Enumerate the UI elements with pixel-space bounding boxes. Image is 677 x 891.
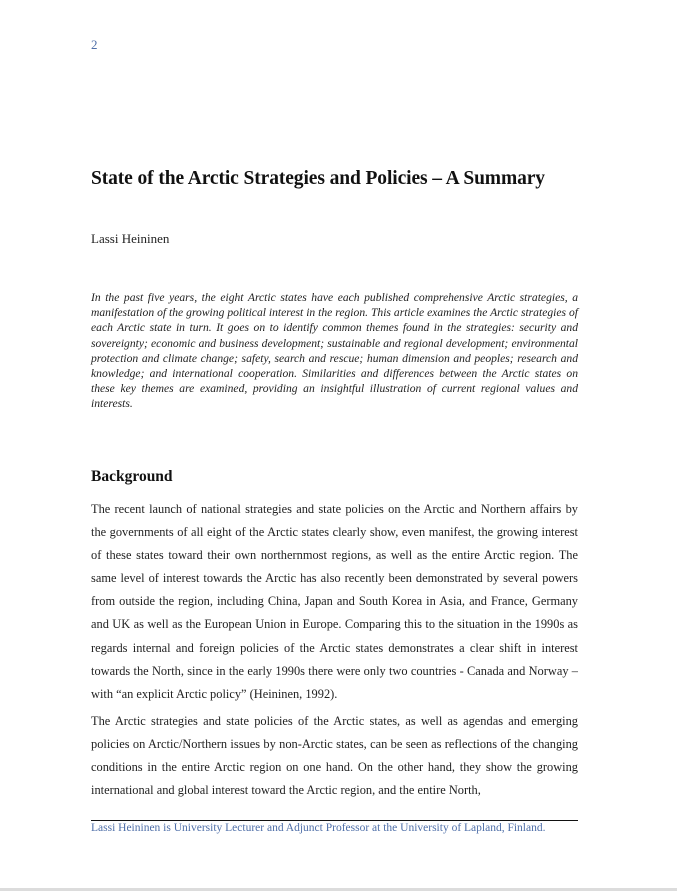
article-abstract: In the past five years, the eight Arctic states have each published comprehensive Arctic strategies, a manifestation of the growing political interest in the region. This article examines the Arctic strategies of each Arctic state in turn. It goes on to identify common themes found in the strategies: security and sovereignty; economic and business development; sustainable and regional development; environmental protection and climate change; safety, search and rescue; human dimension and peoples; research and knowledge; and international cooperation. Similarities and differences between the Arctic states on these key themes are examined, providing an insightful illustration of current regional values and interests. xyxy=(91,291,578,411)
section-heading-background: Background xyxy=(91,468,173,485)
article-title: State of the Arctic Strategies and Policies – A Summary xyxy=(91,168,545,189)
page-number: 2 xyxy=(91,37,98,52)
body-paragraph: The recent launch of national strategies and state policies on the Arctic and Northern affairs by the governments of all eight of the Arctic states clearly show, even manifest, the growing interest of these states toward their own northernmost regions, as well as the entire Arctic region. The same level of interest towards the Arctic has also recently been demonstrated by several powers from outside the region, including China, Japan and South Korea in Asia, and France, Germany and UK as well as the European Union in Europe. Comparing this to the situation in the 1990s as regards internal and foreign policies of the Arctic states demonstrates a clear shift in interest towards the North, since in the early 1990s there were only two countries - Canada and Norway – with “an explicit Arctic policy” (Heininen, 1992). xyxy=(91,502,578,701)
footnote: Lassi Heininen is University Lecturer and Adjunct Professor at the University of Lapland, Finland. xyxy=(91,822,546,834)
footnote-divider xyxy=(91,820,578,821)
body-paragraph: The Arctic strategies and state policies of the Arctic states, as well as agendas and emerging policies on Arctic/Northern issues by non-Arctic states, can be seen as reflections of the changing conditions in the entire Arctic region on one hand. On the other hand, they show the growing international and global interest toward the Arctic region, and the entire North, xyxy=(91,714,578,798)
article-author: Lassi Heininen xyxy=(91,231,170,246)
